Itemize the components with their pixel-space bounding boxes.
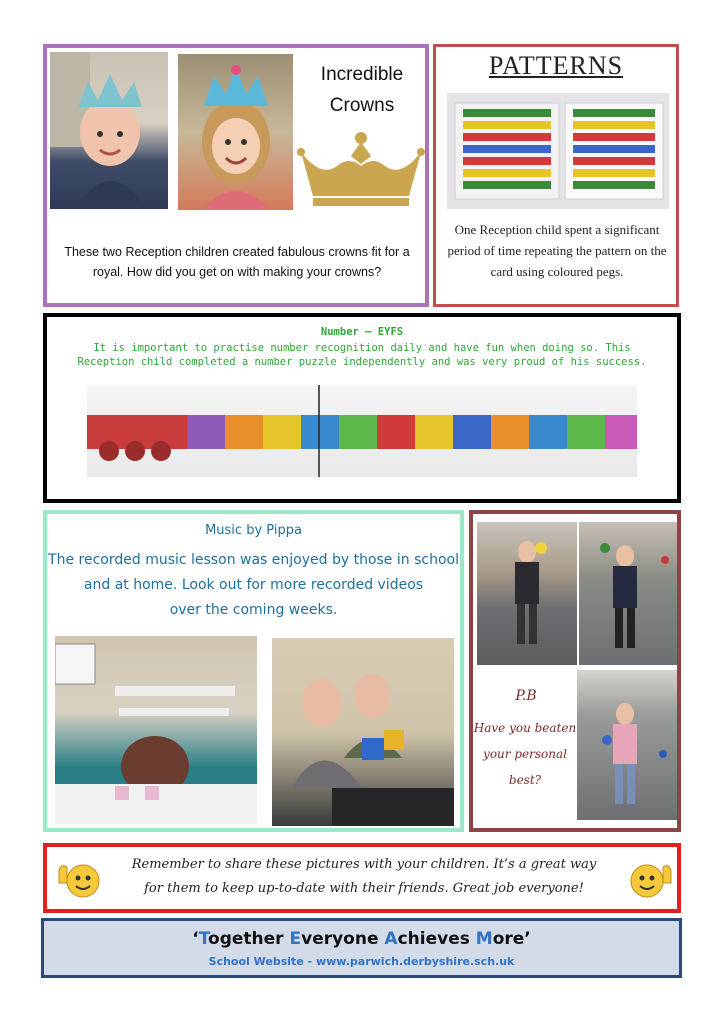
motto-letter-t: T bbox=[198, 929, 209, 949]
photo-children-cups bbox=[272, 638, 454, 826]
photo-number-puzzle bbox=[87, 385, 637, 477]
crowns-title-line2: Crowns bbox=[329, 95, 395, 116]
photo-pb-girl-1 bbox=[477, 522, 577, 665]
pb-line3: best? bbox=[508, 773, 542, 787]
number-heading: Number – EYFS bbox=[320, 326, 404, 338]
thumbs-up-smiley-icon bbox=[629, 857, 673, 901]
music-line3: over the coming weeks. bbox=[169, 602, 338, 618]
pb-line1: Have you beaten bbox=[473, 721, 577, 735]
reminder-line1: Remember to share these pictures with your children. It’s a great way bbox=[131, 857, 597, 872]
photo-classroom-music bbox=[55, 636, 257, 824]
reminder-line2: for them to keep up-to-date with their friends. Great job everyone! bbox=[144, 881, 584, 896]
number-body: It is important to practise number recognition daily and have fun when doing so. This Reception child completed a number puzzle independently and was very proud of his success. bbox=[77, 342, 647, 368]
school-website-link[interactable]: School Website - www.parwich.derbyshire.sch.uk bbox=[208, 955, 515, 968]
pb-line2: your personal bbox=[483, 747, 567, 761]
motto-letter-m: M bbox=[475, 929, 493, 949]
crowns-title-line1: Incredible bbox=[320, 64, 404, 85]
crowns-caption: These two Reception children created fabulous crowns fit for a royal. How did you get on with making your crowns? bbox=[64, 245, 410, 279]
photo-peg-boards bbox=[447, 93, 669, 209]
photo-pb-girl-2 bbox=[579, 522, 677, 665]
music-line1: The recorded music lesson was enjoyed by those in school bbox=[48, 552, 459, 568]
crown-icon bbox=[297, 130, 425, 210]
music-line2: and at home. Look out for more recorded videos bbox=[83, 577, 424, 593]
photo-boy-crown bbox=[50, 52, 168, 209]
personal-best-panel bbox=[469, 510, 681, 832]
music-title: Music by Pippa bbox=[205, 523, 302, 538]
motto-word-together: ogether bbox=[208, 929, 290, 949]
patterns-title: PATTERNS bbox=[488, 51, 624, 80]
patterns-caption: One Reception child spent a significant period of time repeating the pattern on the card using coloured pegs. bbox=[447, 222, 667, 279]
thumbs-up-smiley-icon bbox=[57, 857, 101, 901]
motto-word-achieves: chieves bbox=[397, 929, 476, 949]
crowns-panel bbox=[43, 44, 429, 307]
school-footer bbox=[41, 918, 682, 978]
reminder-banner bbox=[43, 843, 681, 913]
motto-word-everyone: veryone bbox=[301, 929, 385, 949]
motto-quote-open: ‘ bbox=[192, 929, 199, 949]
number-eyfs-panel bbox=[43, 313, 681, 503]
photo-pb-girl-3 bbox=[577, 670, 677, 820]
photo-girl-crown bbox=[178, 54, 293, 210]
pb-title: P.B bbox=[515, 688, 537, 704]
motto-letter-e: E bbox=[289, 929, 302, 949]
motto-word-more: ore’ bbox=[492, 929, 531, 949]
school-motto bbox=[44, 929, 679, 949]
motto-letter-a: A bbox=[384, 929, 398, 949]
music-panel bbox=[43, 510, 464, 832]
patterns-panel bbox=[433, 44, 679, 307]
